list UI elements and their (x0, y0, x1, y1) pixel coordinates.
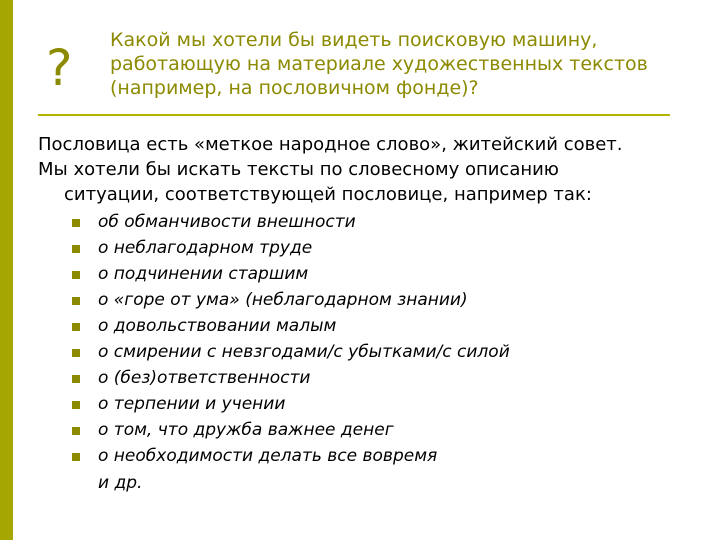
square-bullet-icon (72, 219, 80, 227)
decorative-side-bar (0, 0, 13, 540)
list-item (68, 235, 668, 261)
list-item (68, 339, 668, 365)
slide-title (110, 28, 690, 100)
list-item-text: о «горе от ума» (неблагодарном знании) (98, 290, 468, 310)
list-item (68, 417, 668, 443)
list-item-text: о том, что дружба важнее денег (98, 420, 394, 440)
list-item-text: о необходимости делать все вовремя (98, 446, 438, 466)
square-bullet-icon (72, 245, 80, 253)
list-item (68, 287, 668, 313)
body-line: Пословица есть «меткое народное слово», житейский совет. (38, 134, 623, 155)
title-line: работающую на материале художественных текстов (110, 53, 648, 75)
square-bullet-icon (72, 297, 80, 305)
square-bullet-icon (72, 427, 80, 435)
square-bullet-icon (72, 271, 80, 279)
list-item (68, 313, 668, 339)
list-item-text: о (без)ответственности (98, 368, 311, 388)
list-item-text: об обманчивости внешности (98, 212, 356, 232)
list-item (68, 209, 668, 235)
title-line: Какой мы хотели бы видеть поисковую машину, (110, 29, 598, 51)
body-line: ситуации, соответствующей пословице, например так: (64, 184, 592, 205)
body-line: Мы хотели бы искать тексты по словесному описанию (38, 159, 559, 180)
list-item (68, 443, 668, 469)
list-item (68, 261, 668, 287)
topic-list (68, 209, 668, 469)
list-tail-text: и др. (98, 473, 143, 493)
list-item-text: о терпении и учении (98, 394, 286, 414)
square-bullet-icon (72, 323, 80, 331)
square-bullet-icon (72, 401, 80, 409)
list-item (68, 365, 668, 391)
list-item-text: о подчинении старшим (98, 264, 309, 284)
question-mark-icon: ? (46, 39, 73, 97)
list-item-text: о довольствовании малым (98, 316, 337, 336)
list-item (68, 391, 668, 417)
square-bullet-icon (72, 349, 80, 357)
square-bullet-icon (72, 453, 80, 461)
list-item-text: о смирении с невзгодами/с убытками/с силой (98, 342, 510, 362)
list-item-text: о неблагодарном труде (98, 238, 313, 258)
square-bullet-icon (72, 375, 80, 383)
title-line: (например, на пословичном фонде)? (110, 77, 479, 99)
body-text (38, 132, 698, 207)
title-divider (38, 114, 670, 116)
